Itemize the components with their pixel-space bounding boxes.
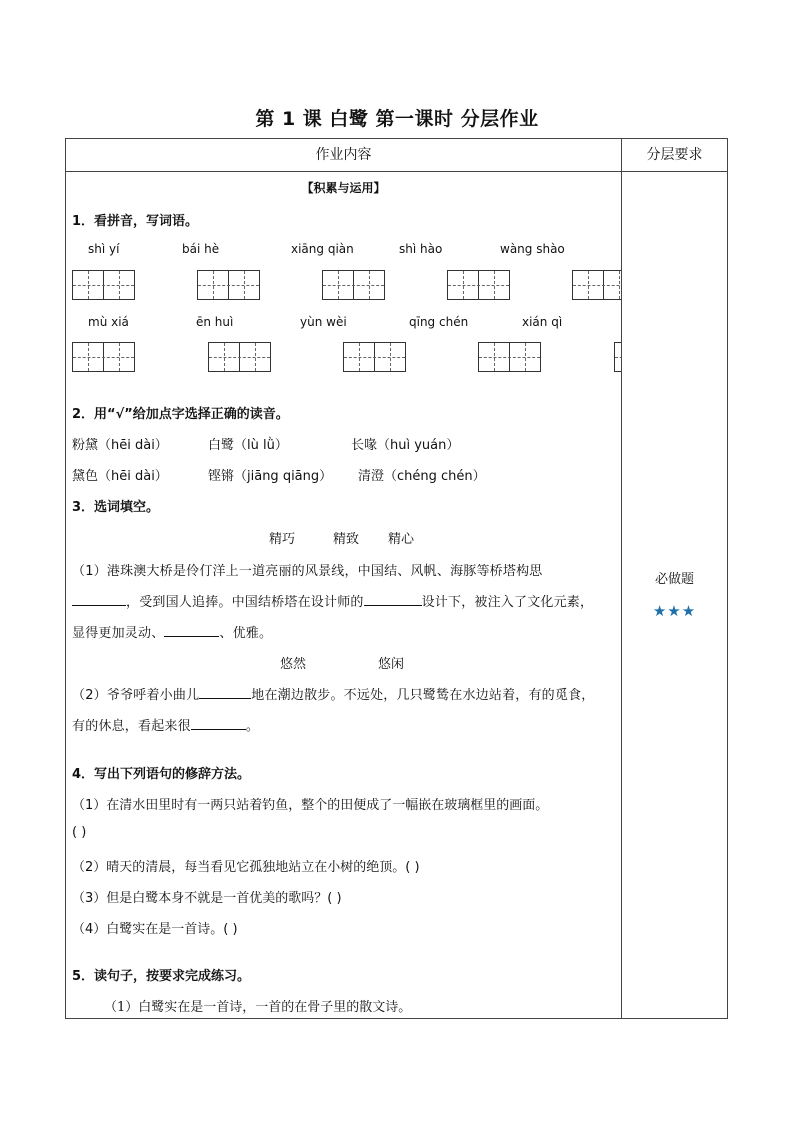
writing-grid[interactable] [208, 342, 271, 372]
table-header-row [66, 139, 727, 172]
q5-sentence-1: （1）白鹭实在是一首诗，一首的在骨子里的散文诗。 [104, 1000, 412, 1015]
requirement-label: 必做题 [654, 572, 694, 587]
pinyin-6: mù xiá [88, 315, 129, 329]
pinyin-3: xiāng qiàn [291, 242, 354, 256]
q2-item-5: 铿锵（jiāng qiāng） [208, 469, 333, 484]
q3-word-1: 精巧 [269, 532, 296, 547]
writing-grid[interactable] [572, 270, 621, 300]
q3-p1-line1: （1）港珠澳大桥是伶仃洋上一道亮丽的风景线，中国结、风帆、海豚等桥塔构思 [72, 564, 543, 579]
q3-word-3: 精心 [388, 532, 415, 547]
fill-blank[interactable] [364, 593, 422, 606]
q3-p2-line2: 有的休息，看起来很 。 [72, 719, 260, 734]
writing-grid[interactable] [322, 270, 385, 300]
q2-item-3: 长喙（huì yuán） [351, 438, 460, 453]
pinyin-9: qīng chén [409, 315, 469, 329]
pinyin-7: ēn huì [196, 315, 234, 329]
q4-sentence-3: （3）但是白鹭本身不就是一首优美的歌吗？( ) [72, 891, 342, 906]
writing-grid[interactable] [343, 342, 406, 372]
page-title: 第 1 课 白鹭 第一课时 分层作业 [255, 108, 539, 130]
q3-prompt: 3．选词填空。 [72, 500, 160, 515]
writing-grid[interactable] [478, 342, 541, 372]
pinyin-5: wàng shào [500, 242, 565, 256]
q2-prompt: 2．用“√”给加点字选择正确的读音。 [72, 407, 289, 422]
content-cell [66, 172, 621, 1018]
pinyin-4: shì hào [399, 242, 443, 256]
section-heading: 【积累与运用】 [301, 181, 386, 195]
fill-blank[interactable] [72, 593, 126, 606]
q3-p1-line3: 显得更加灵动、 、优雅。 [72, 626, 273, 641]
writing-grid[interactable] [614, 342, 621, 372]
q4-prompt: 4．写出下列语句的修辞方法。 [72, 767, 251, 782]
fill-blank[interactable] [191, 717, 246, 730]
writing-grid[interactable] [72, 270, 135, 300]
q3-p1-line2: ，受到国人追捧。中国结桥塔在设计师的 设计下，被注入了文化元素， [72, 591, 593, 610]
q4-answer-1[interactable]: ( ) [72, 825, 87, 840]
requirement-cell [622, 172, 727, 1018]
q4-sentence-4: （4）白鹭实在是一首诗。( ) [72, 922, 238, 937]
q3-word-2: 精致 [333, 532, 360, 547]
header-content: 作业内容 [315, 147, 372, 163]
q2-item-4: 黛色（hēi dài） [72, 469, 168, 484]
q3-p2-line1: （2）爷爷呼着小曲儿 地在潮边散步。不远处，几只鹭鸶在水边站着，有的觅食， [72, 688, 595, 703]
q1-prompt: 1．看拼音，写词语。 [72, 214, 199, 229]
pinyin-1: shì yí [88, 242, 120, 256]
writing-grid[interactable] [447, 270, 510, 300]
writing-grid[interactable] [72, 342, 135, 372]
header-requirement: 分层要求 [646, 147, 703, 163]
q2-item-6: 清澄（chéng chén） [358, 469, 486, 484]
star-rating: ★★★ [652, 602, 697, 620]
writing-grid[interactable] [197, 270, 260, 300]
pinyin-2: bái hè [182, 242, 220, 256]
q3-word-4: 悠然 [280, 657, 307, 672]
q3-word-5: 悠闲 [378, 657, 405, 672]
fill-blank[interactable] [199, 686, 251, 699]
q2-item-2: 白鹭（lù lǜ） [208, 438, 288, 453]
q2-item-1: 粉黛（hēi dài） [72, 438, 168, 453]
pinyin-8: yùn wèi [300, 315, 347, 329]
fill-blank[interactable] [164, 624, 219, 637]
q4-sentence-2: （2）晴天的清晨，每当看见它孤独地站立在小树的绝顶。( ) [72, 860, 420, 875]
q5-prompt: 5．读句子，按要求完成练习。 [72, 969, 251, 984]
q4-sentence-1: （1）在清水田里时有一两只站着钓鱼，整个的田便成了一幅嵌在玻璃框里的画面。 [72, 798, 549, 813]
pinyin-10: xián qì [522, 315, 563, 329]
homework-table [65, 138, 728, 1019]
